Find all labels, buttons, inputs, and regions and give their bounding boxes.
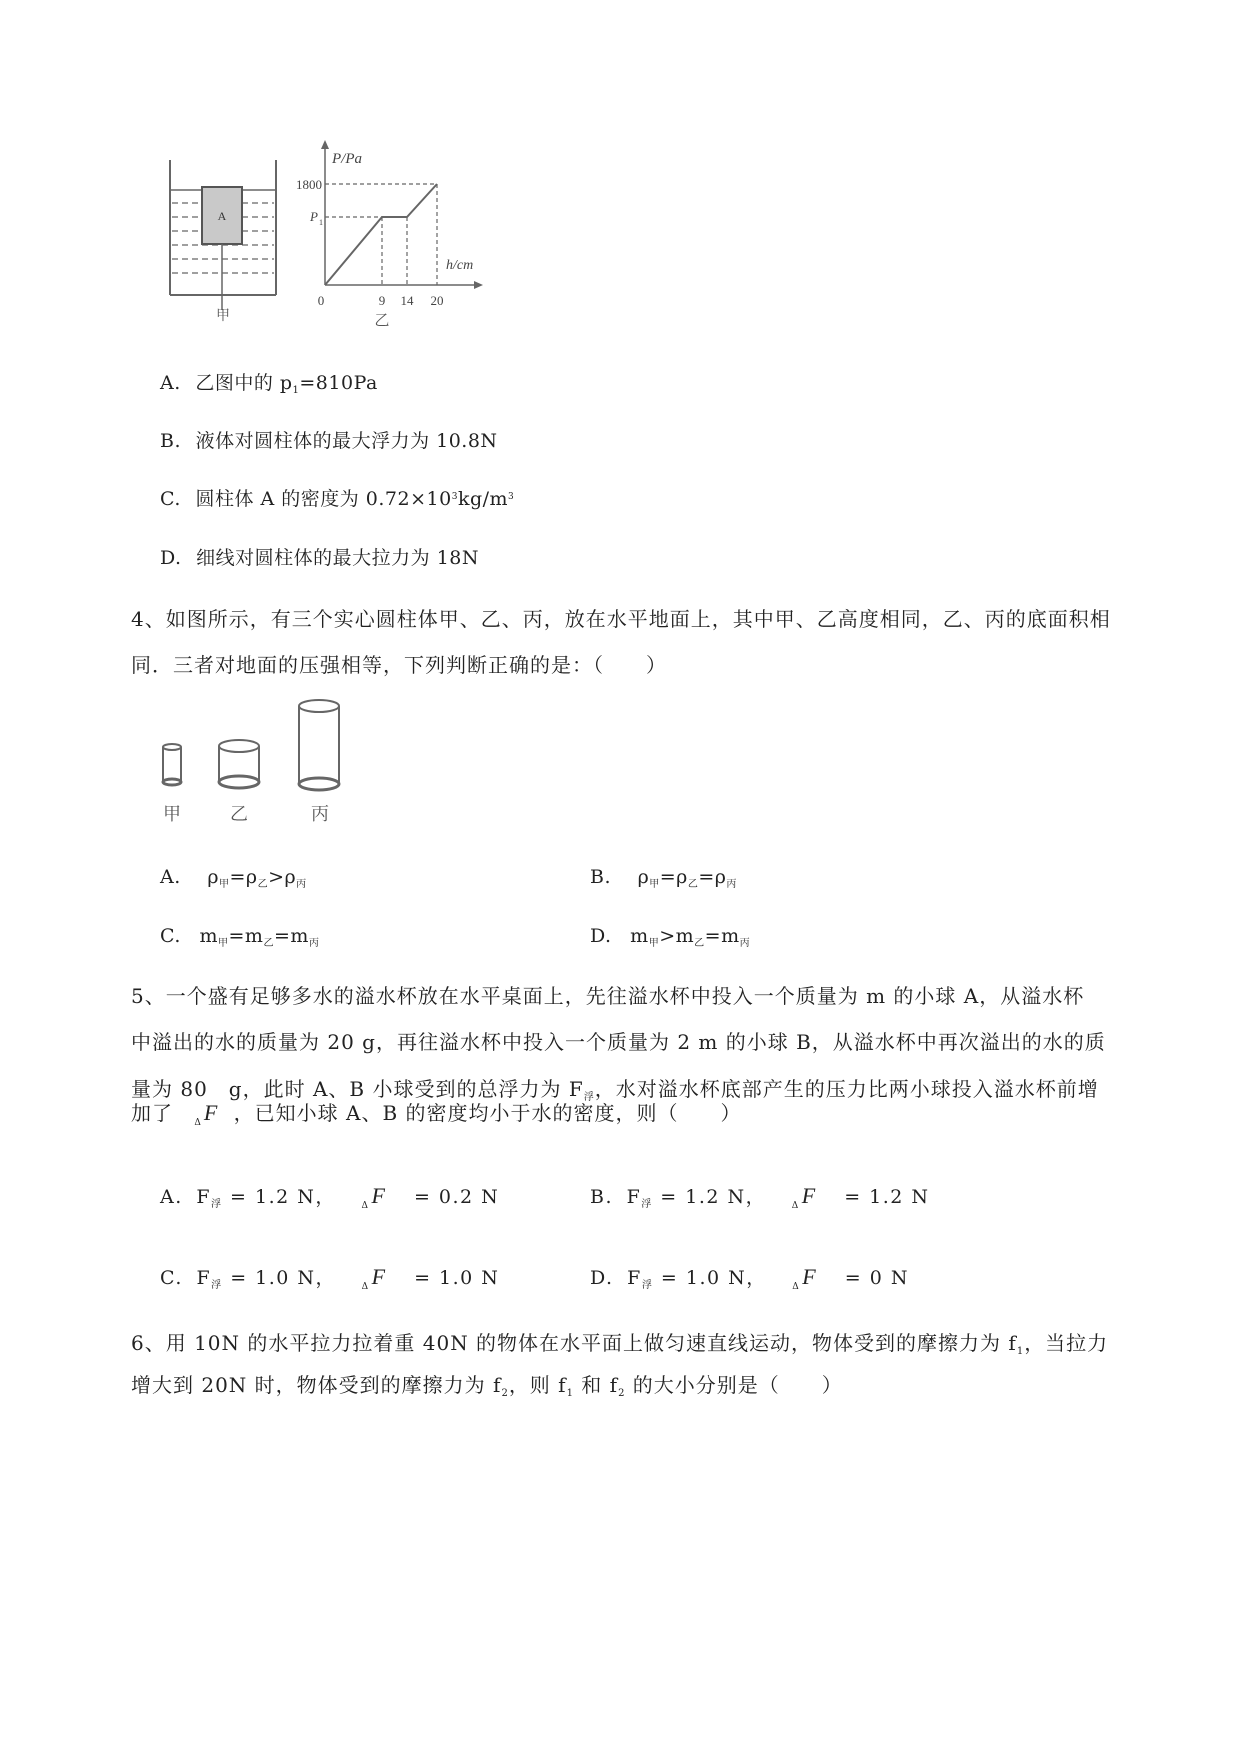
- question-5-line-4: 加了 $_\Delta$F ，已知小球 A、B 的密度均小于水的密度，则（ ）: [131, 1100, 742, 1128]
- figure-1-svg: [160, 135, 490, 335]
- cylinder-yi: [219, 740, 259, 788]
- option-prefix: B.: [160, 430, 182, 452]
- q4-option-b[interactable]: B. $\rho_甲=\rho_乙=\rho_丙$: [590, 866, 737, 890]
- x-tick-9: 9: [378, 293, 386, 308]
- y-axis-label: P/Pa: [332, 151, 362, 167]
- q5-option-d[interactable]: D. $F_浮 = 1.0$ N， $_\Delta$F = 0 N: [590, 1264, 909, 1292]
- q4-option-c[interactable]: C. $m_甲=m_乙=m_丙$: [160, 925, 320, 949]
- cylinder-jia: [163, 744, 181, 785]
- question-5-line-3: 量为 80 g，此时 A、B 小球受到的总浮力为 $F_浮$，水对溢水杯底部产生的压力比两小球投入溢水杯前增: [131, 1077, 1099, 1103]
- q3-option-a[interactable]: A. 乙图中的 $p_1=810Pa$: [160, 372, 378, 396]
- option-prefix: C.: [160, 488, 181, 510]
- pressure-curve: [325, 184, 437, 285]
- q4-option-a[interactable]: A. $\rho_甲=\rho_乙>\rho_丙$: [160, 866, 307, 890]
- option-prefix: D.: [160, 547, 182, 569]
- question-4-text: 4、如图所示，有三个实心圆柱体甲、乙、丙，放在水平地面上，其中甲、乙高度相同，乙、丙的底面积相同．三者对地面的压强相等，下列判断正确的是：（ ）: [131, 607, 1111, 677]
- question-6-line-1: 6、用 10N 的水平拉力拉着重 40N 的物体在水平面上做匀速直线运动，物体受到的摩擦力为 $f_1$，当拉力: [131, 1331, 1109, 1357]
- cylinder-label-yi: 乙: [230, 804, 248, 824]
- x-tick-0: 0: [317, 293, 325, 308]
- cylinder-bing: [299, 700, 339, 790]
- option-prefix: A.: [160, 372, 181, 394]
- x-axis-label: h/cm: [446, 258, 474, 273]
- question-5-line-2: 中溢出的水的质量为 20 g，再往溢水杯中投入一个质量为 2 m 的小球 B，从溢水杯中再次溢出的水的质: [131, 1030, 1106, 1054]
- question-6-line-2: 增大到 20N 时，物体受到的摩擦力为 $f_2$，则 $f_1$ 和 $f_2$ 的大小分别是（ ）: [131, 1373, 843, 1399]
- q5-option-b[interactable]: B. $F_浮 = 1.2$ N， $_\Delta$F = 1.2 N: [590, 1183, 930, 1211]
- container-label: 甲: [216, 309, 230, 324]
- q3-option-d[interactable]: D. 细线对圆柱体的最大拉力为 18N: [160, 547, 479, 569]
- block-label: A: [217, 209, 227, 223]
- question-5-line-1: 5、一个盛有足够多水的溢水杯放在水平桌面上，先往溢水杯中投入一个质量为 m 的小球 A，从溢水杯: [131, 984, 1085, 1008]
- cylinder-label-bing: 丙: [311, 804, 329, 824]
- container-diagram: [170, 160, 276, 310]
- y-tick-1800: 1800: [296, 177, 322, 192]
- delta-symbol: Δ: [194, 1118, 202, 1128]
- q5-option-a[interactable]: A. $F_浮 = 1.2$ N， $_\Delta$F = 0.2 N: [160, 1183, 500, 1211]
- cylinder-label-jia: 甲: [163, 804, 181, 824]
- q5-option-c[interactable]: C. $F_浮 = 1.0$ N， $_\Delta$F = 1.0 N: [160, 1264, 500, 1292]
- q4-option-d[interactable]: D. $m_甲>m_乙=m_丙$: [590, 925, 751, 949]
- q3-option-b[interactable]: B. 液体对圆柱体的最大浮力为 10.8N: [160, 430, 498, 452]
- cylinders-svg: [150, 690, 370, 830]
- x-tick-14: 14: [400, 293, 414, 308]
- q3-option-c[interactable]: C. 圆柱体 A 的密度为 $0.72\times 10^3kg/m^3$: [160, 488, 515, 510]
- figure-2-cylinders: [150, 690, 370, 830]
- x-tick-20: 20: [430, 293, 444, 308]
- y-tick-p1: P: [310, 209, 318, 224]
- figure-1: [160, 135, 490, 335]
- y-tick-p1-sub: 1: [319, 218, 323, 227]
- graph-caption: 乙: [374, 313, 390, 329]
